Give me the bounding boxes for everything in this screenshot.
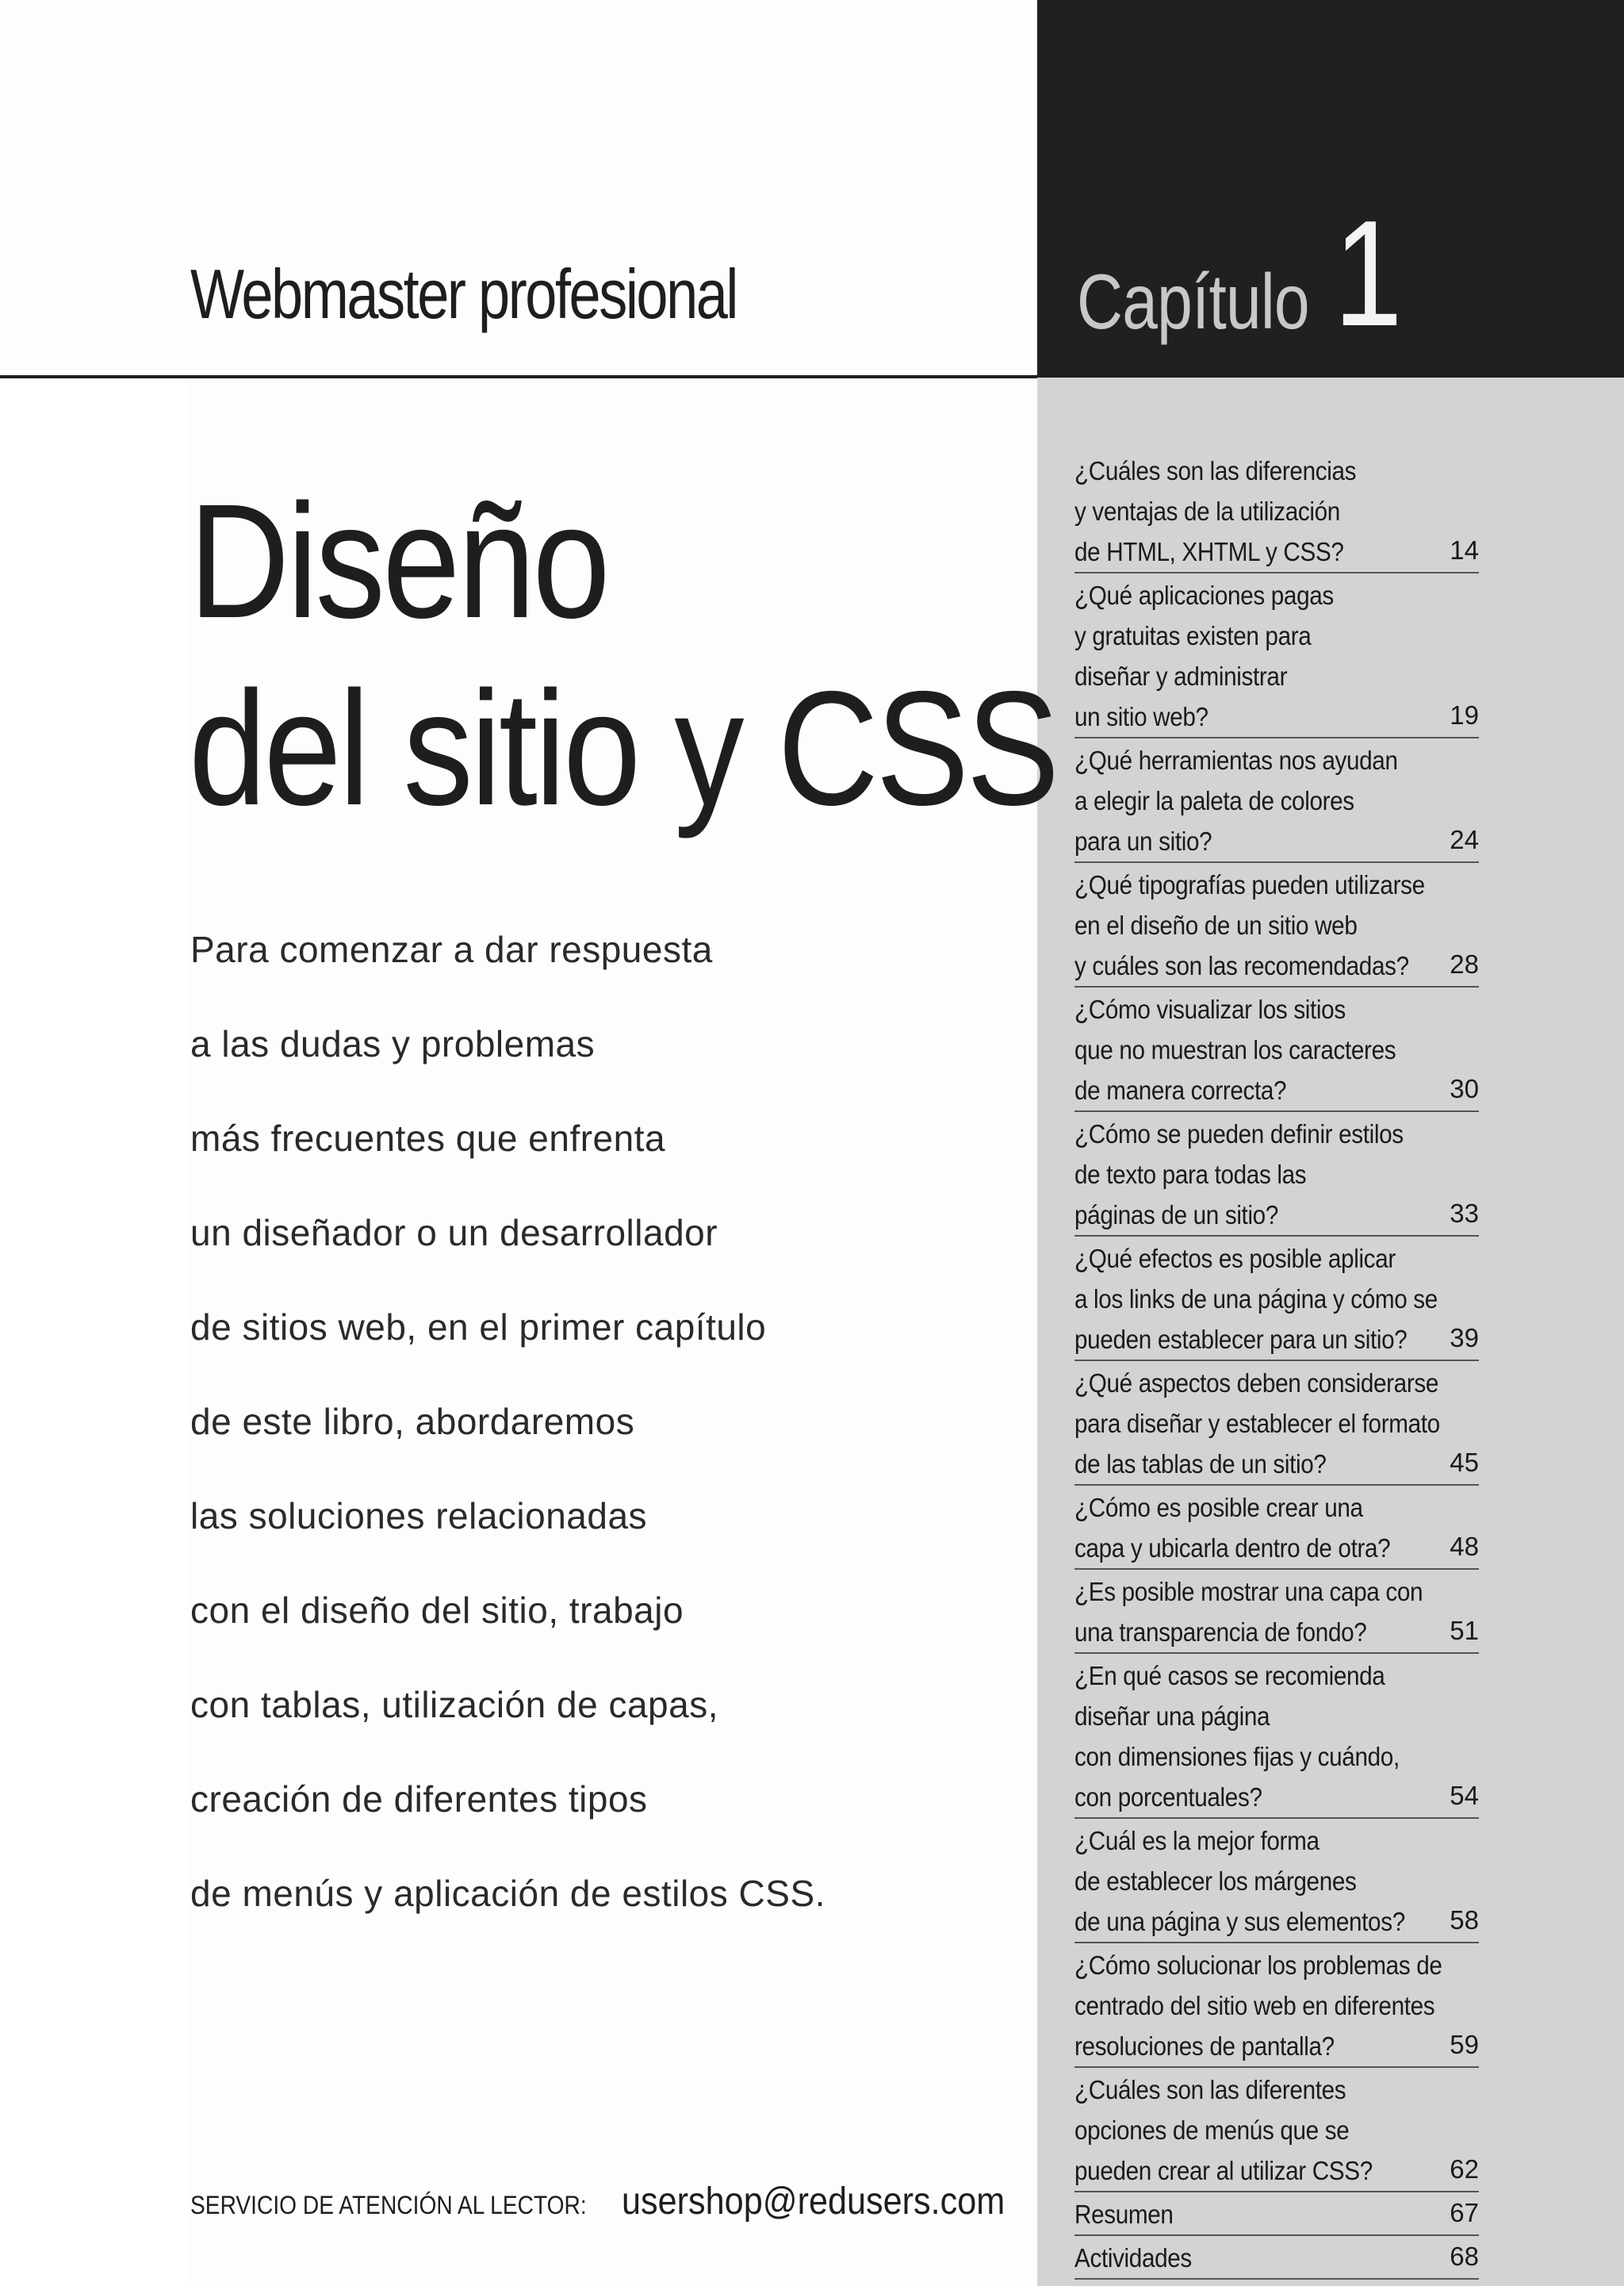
toc-entry-text: centrado del sitio web en diferentes [1074,1991,1435,2020]
toc-entry-text: de establecer los márgenes [1074,1866,1357,1896]
toc-entry-text: diseñar una página [1074,1701,1270,1731]
footer-label: SERVICIO DE ATENCIÓN AL LECTOR: [190,2191,587,2219]
toc-entry[interactable] [1074,449,1479,573]
toc-entry-text: de HTML, XHTML y CSS? [1074,537,1344,566]
toc-entry-text: opciones de menús que se [1074,2115,1350,2145]
toc-entry-text: pueden establecer para un sitio? [1074,1325,1408,1354]
toc-entry[interactable] [1074,2068,1479,2192]
toc-entry[interactable] [1074,1237,1479,1361]
toc-entry[interactable] [1074,2192,1479,2236]
intro-line: Para comenzar a dar respuesta [190,929,713,970]
intro-line: con el diseño del sitio, trabajo [190,1590,684,1631]
toc-entry-text: y gratuitas existen para [1074,621,1312,650]
toc-page-number: 48 [1450,1532,1479,1561]
left-margin [0,379,189,2286]
toc-entry-text: ¿Es posible mostrar una capa con [1074,1577,1423,1606]
toc-entry[interactable] [1074,2236,1479,2280]
toc-page-number: 51 [1450,1616,1479,1645]
toc-entry[interactable] [1074,1943,1479,2068]
toc-page-number: 19 [1450,700,1479,730]
toc-entry-text: páginas de un sitio? [1074,1200,1279,1229]
toc-entry-text: con dimensiones fijas y cuándo, [1074,1742,1400,1771]
chapter-title-line: Diseño [189,470,608,652]
toc-entry-text: un sitio web? [1074,702,1208,731]
toc-page-number: 14 [1450,535,1479,565]
toc-entry-text: diseñar y administrar [1074,662,1288,691]
toc-entry-text: ¿Qué tipografías pueden utilizarse [1074,870,1425,899]
toc-entry-text: ¿Cuál es la mejor forma [1074,1826,1320,1855]
chapter-title-line: del sitio y CSS [189,658,1057,839]
toc-entry-text: ¿Cómo se pueden definir estilos [1074,1119,1404,1149]
intro-line: a las dudas y problemas [190,1023,596,1064]
toc-page-number: 28 [1450,949,1479,979]
toc-page-number: 54 [1450,1781,1479,1810]
toc-entry[interactable] [1074,1819,1479,1943]
intro-line: más frecuentes que enfrenta [190,1118,666,1159]
toc-entry-text: que no muestran los caracteres [1074,1035,1396,1064]
toc-entry-text: ¿Qué efectos es posible aplicar [1074,1244,1396,1273]
toc-entry-text: ¿Cuáles son las diferencias [1074,456,1357,485]
toc-entry-text: pueden crear al utilizar CSS? [1074,2156,1373,2185]
header-divider [0,375,1037,378]
toc-entry-text: ¿Cómo visualizar los sitios [1074,995,1346,1024]
intro-line: de este libro, abordaremos [190,1401,635,1442]
toc-entry-text: ¿En qué casos se recomienda [1074,1661,1385,1690]
intro-line: las soluciones relacionadas [190,1495,648,1536]
intro-line: de menús y aplicación de estilos CSS. [190,1873,825,1914]
toc-entry-text: para diseñar y establecer el formato [1074,1409,1440,1438]
toc-page-number: 30 [1450,1074,1479,1103]
toc-entry-text: de texto para todas las [1074,1160,1307,1189]
toc-entry[interactable] [1074,1654,1479,1819]
toc-page-number: 45 [1450,1448,1479,1477]
toc-page-number: 68 [1450,2242,1479,2271]
toc-entry[interactable] [1074,573,1479,738]
intro-line: de sitios web, en el primer capítulo [190,1306,767,1348]
chapter-number: 1 [1334,190,1403,358]
toc-page-number: 67 [1450,2198,1479,2227]
toc-page-number: 59 [1450,2030,1479,2059]
book-series-title: Webmaster profesional [190,255,737,333]
table-of-contents [1074,449,1479,2280]
chapter-intro [190,903,1015,1941]
toc-entry-text: para un sitio? [1074,827,1212,856]
chapter-label: Capítulo [1077,258,1309,345]
toc-entry-text: a los links de una página y cómo se [1074,1284,1438,1314]
toc-entry-text: en el diseño de un sitio web [1074,911,1358,940]
toc-entry-text: resoluciones de pantalla? [1074,2031,1335,2061]
toc-entry-text: con porcentuales? [1074,1782,1262,1812]
intro-line: un diseñador o un desarrollador [190,1212,718,1253]
toc-entry[interactable] [1074,1486,1479,1570]
toc-entry[interactable] [1074,1112,1479,1237]
toc-entry-text: una transparencia de fondo? [1074,1617,1367,1647]
intro-line: creación de diferentes tipos [190,1778,648,1820]
toc-entry-text: y ventajas de la utilización [1074,497,1340,526]
toc-entry-text: ¿Qué aspectos deben considerarse [1074,1368,1439,1398]
toc-entry-text: ¿Cómo solucionar los problemas de [1074,1950,1442,1980]
toc-entry-text: ¿Cómo es posible crear una [1074,1493,1363,1522]
intro-line: con tablas, utilización de capas, [190,1684,719,1725]
toc-page-number: 58 [1450,1905,1479,1935]
toc-entry-text: Resumen [1074,2200,1174,2229]
toc-entry-text: de las tablas de un sitio? [1074,1449,1327,1479]
footer-email[interactable]: usershop@redusers.com [622,2181,1005,2223]
toc-page-number: 24 [1450,825,1479,854]
toc-entry-text: ¿Qué aplicaciones pagas [1074,581,1334,610]
toc-page-number: 33 [1450,1199,1479,1228]
toc-entry-text: de manera correcta? [1074,1076,1287,1105]
toc-entry[interactable] [1074,1570,1479,1654]
reader-service-footer [190,2180,1048,2223]
toc-entry-text: ¿Qué herramientas nos ayudan [1074,746,1398,775]
toc-entry-text: y cuáles son las recomendadas? [1074,951,1409,980]
toc-entry[interactable] [1074,1361,1479,1486]
chapter-title [189,468,1057,842]
toc-entry-text: ¿Cuáles son las diferentes [1074,2075,1346,2104]
toc-entry-text: de una página y sus elementos? [1074,1907,1405,1936]
toc-entry-text: capa y ubicarla dentro de otra? [1074,1533,1391,1563]
toc-entry-text: Actividades [1074,2243,1192,2273]
toc-entry[interactable] [1074,738,1479,863]
toc-page-number: 62 [1450,2154,1479,2184]
toc-entry-text: a elegir la paleta de colores [1074,786,1354,815]
toc-entry[interactable] [1074,863,1479,988]
toc-entry[interactable] [1074,988,1479,1112]
toc-page-number: 39 [1450,1323,1479,1352]
